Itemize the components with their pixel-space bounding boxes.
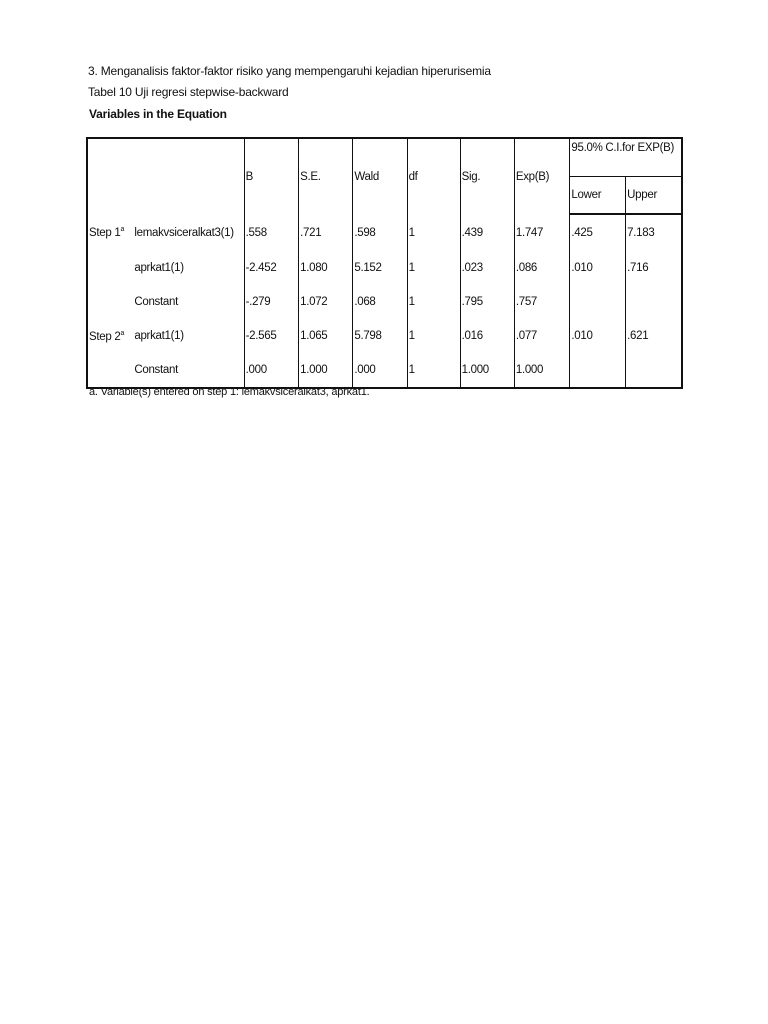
cell-sig: 1.000 <box>460 353 514 388</box>
cell-sig: .439 <box>460 214 514 251</box>
cell-df: 1 <box>407 319 460 353</box>
table-row <box>87 285 682 319</box>
col-header-df: df <box>407 138 460 214</box>
table-footnote: a. Variable(s) entered on step 1: lemakvsiceralkat3, aprkat1. <box>89 386 370 398</box>
cell-expb: 1.747 <box>514 214 570 251</box>
cell-se: .721 <box>299 214 353 251</box>
cell-wald: 5.798 <box>353 319 407 353</box>
cell-upper: .621 <box>626 319 682 353</box>
cell-se: 1.065 <box>299 319 353 353</box>
cell-expb: .077 <box>514 319 570 353</box>
table-caption: Tabel 10 Uji regresi stepwise-backward <box>88 85 289 99</box>
table-title: Variables in the Equation <box>89 107 227 121</box>
cell-upper: 7.183 <box>626 214 682 251</box>
col-header-upper: Upper <box>626 177 682 215</box>
cell-b: -2.452 <box>244 251 298 285</box>
header-empty-step <box>87 138 133 214</box>
cell-sig: .795 <box>460 285 514 319</box>
variable-label: Constant <box>134 296 178 308</box>
cell-upper <box>626 353 682 388</box>
table-row <box>87 319 682 353</box>
step-label <box>87 285 133 319</box>
cell-lower: .010 <box>570 319 626 353</box>
table-row <box>87 251 682 285</box>
step-label <box>87 251 133 285</box>
cell-wald: .000 <box>353 353 407 388</box>
cell-expb: .086 <box>514 251 570 285</box>
step-label: Step 2$^a$ <box>89 329 125 343</box>
header-empty-variable <box>133 138 244 214</box>
cell-wald: .068 <box>353 285 407 319</box>
variable-label: aprkat1(1) <box>134 262 184 274</box>
regression-table <box>86 137 683 389</box>
variable-label: Constant <box>134 364 178 376</box>
step-label: Step 1$^a$ <box>89 226 125 239</box>
col-header-se: S.E. <box>299 138 353 214</box>
table-row <box>87 214 682 251</box>
step-label <box>87 353 133 388</box>
variable-label: aprkat1(1) <box>134 330 184 342</box>
table-row <box>87 353 682 388</box>
cell-wald: 5.152 <box>353 251 407 285</box>
col-header-expb: Exp(B) <box>514 138 570 214</box>
cell-lower: .010 <box>570 251 626 285</box>
col-header-b: B <box>244 138 298 214</box>
col-header-sig: Sig. <box>460 138 514 214</box>
cell-se: 1.000 <box>299 353 353 388</box>
cell-b: -2.565 <box>244 319 298 353</box>
cell-lower <box>570 353 626 388</box>
ci-header: 95.0% C.I.for EXP(B) <box>570 138 682 177</box>
cell-df: 1 <box>407 251 460 285</box>
header-row-top <box>87 138 682 177</box>
cell-df: 1 <box>407 285 460 319</box>
cell-se: 1.080 <box>299 251 353 285</box>
cell-upper: .716 <box>626 251 682 285</box>
cell-sig: .023 <box>460 251 514 285</box>
cell-lower: .425 <box>570 214 626 251</box>
cell-b: .558 <box>244 214 298 251</box>
cell-se: 1.072 <box>299 285 353 319</box>
cell-df: 1 <box>407 214 460 251</box>
cell-df: 1 <box>407 353 460 388</box>
variable-label: lemakvsiceralkat3(1) <box>134 226 234 239</box>
cell-b: -.279 <box>244 285 298 319</box>
cell-upper <box>626 285 682 319</box>
cell-lower <box>570 285 626 319</box>
cell-expb: .757 <box>514 285 570 319</box>
section-heading: 3. Menganalisis faktor-faktor risiko yang mempengaruhi kejadian hiperurisemia <box>88 64 491 78</box>
col-header-lower: Lower <box>570 177 626 215</box>
cell-sig: .016 <box>460 319 514 353</box>
cell-wald: .598 <box>353 214 407 251</box>
cell-expb: 1.000 <box>514 353 570 388</box>
cell-b: .000 <box>244 353 298 388</box>
col-header-wald: Wald <box>353 138 407 214</box>
